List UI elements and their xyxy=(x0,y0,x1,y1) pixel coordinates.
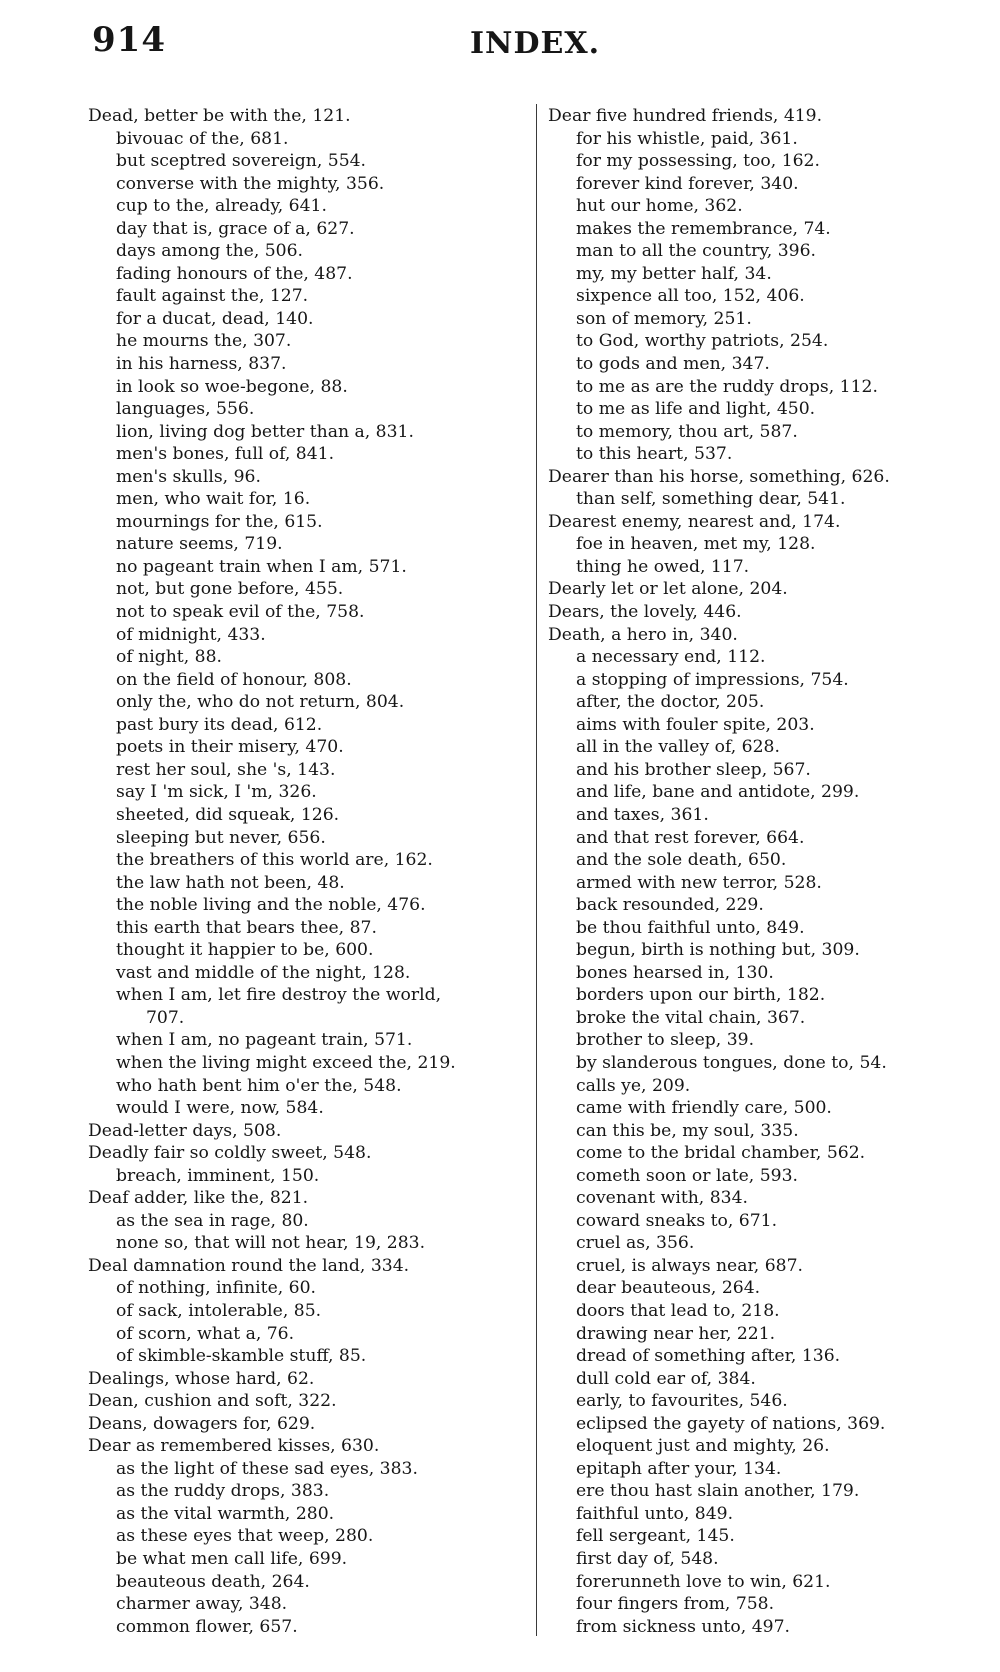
index-subentry: fading honours of the, 487. xyxy=(116,263,353,284)
index-subentry: as the ruddy drops, 383. xyxy=(116,1481,330,1502)
index-subentry: sixpence all too, 152, 406. xyxy=(576,286,805,307)
index-subentry: brother to sleep, 39. xyxy=(576,1030,755,1051)
index-subentry: nature seems, 719. xyxy=(116,534,283,555)
index-subentry: days among the, 506. xyxy=(116,241,304,262)
index-subentry: when the living might exceed the, 219. xyxy=(116,1052,456,1073)
index-entry: Deadly fair so coldly sweet, 548. xyxy=(88,1143,372,1164)
index-subentry: ere thou hast slain another, 179. xyxy=(576,1481,860,1502)
index-subentry: rest her soul, she 's, 143. xyxy=(116,759,336,780)
index-subentry: as the sea in rage, 80. xyxy=(116,1210,309,1231)
index-subentry: who hath bent him o'er the, 548. xyxy=(116,1075,402,1096)
index-subentry: when I am, no pageant train, 571. xyxy=(116,1030,413,1051)
index-subentry: can this be, my soul, 335. xyxy=(576,1120,799,1141)
index-subentry: to this heart, 537. xyxy=(576,444,733,465)
index-subentry: not, but gone before, 455. xyxy=(116,579,344,600)
index-subentry: lion, living dog better than a, 831. xyxy=(116,421,414,442)
index-entry: Dear five hundred friends, 419. xyxy=(548,106,823,126)
index-entry: Deans, dowagers for, 629. xyxy=(88,1413,316,1434)
index-subentry: back resounded, 229. xyxy=(576,895,764,916)
index-subentry: men's skulls, 96. xyxy=(116,466,261,487)
index-subentry: thing he owed, 117. xyxy=(576,556,750,577)
index-entry: Death, a hero in, 340. xyxy=(548,624,738,645)
index-subentry: the breathers of this world are, 162. xyxy=(116,850,433,871)
index-subentry: to me as are the ruddy drops, 112. xyxy=(576,376,878,397)
index-subentry: charmer away, 348. xyxy=(116,1594,288,1615)
column-divider xyxy=(536,104,537,1636)
index-subentry: when I am, let fire destroy the world, xyxy=(116,985,442,1006)
index-subentry: of scorn, what a, 76. xyxy=(116,1323,295,1344)
index-column-right xyxy=(548,105,958,1638)
index-continuation: 707. xyxy=(146,1007,185,1028)
index-subentry: dull cold ear of, 384. xyxy=(576,1368,756,1389)
index-subentry: calls ye, 209. xyxy=(576,1075,691,1096)
index-subentry: this earth that bears thee, 87. xyxy=(116,917,377,938)
index-subentry: on the field of honour, 808. xyxy=(116,669,352,690)
index-subentry: dear beauteous, 264. xyxy=(576,1278,761,1299)
index-entry: Deal damnation round the land, 334. xyxy=(88,1255,410,1276)
index-subentry: men, who wait for, 16. xyxy=(116,489,311,510)
index-subentry: of skimble-skamble stuff, 85. xyxy=(116,1346,367,1367)
index-subentry: my, my better half, 34. xyxy=(576,263,772,284)
index-column-left xyxy=(88,105,528,1638)
index-subentry: mournings for the, 615. xyxy=(116,511,323,532)
index-subentry: past bury its dead, 612. xyxy=(116,714,323,735)
index-subentry: poets in their misery, 470. xyxy=(116,737,344,758)
index-subentry: begun, birth is nothing but, 309. xyxy=(576,940,860,961)
index-subentry: cruel as, 356. xyxy=(576,1233,695,1254)
index-entry: Dearest enemy, nearest and, 174. xyxy=(548,511,841,532)
index-subentry: for my possessing, too, 162. xyxy=(576,151,820,172)
index-subentry: forerunneth love to win, 621. xyxy=(576,1571,831,1592)
index-subentry: a necessary end, 112. xyxy=(576,647,766,668)
index-subentry: of nothing, infinite, 60. xyxy=(116,1278,316,1299)
index-subentry: to gods and men, 347. xyxy=(576,354,770,375)
index-subentry: of midnight, 433. xyxy=(116,624,266,645)
index-subentry: no pageant train when I am, 571. xyxy=(116,556,407,577)
index-entry: Dead-letter days, 508. xyxy=(88,1120,282,1141)
index-subentry: the law hath not been, 48. xyxy=(116,872,345,893)
index-subentry: of sack, intolerable, 85. xyxy=(116,1300,322,1321)
index-subentry: sheeted, did squeak, 126. xyxy=(116,804,340,825)
index-subentry: not to speak evil of the, 758. xyxy=(116,602,365,623)
index-entry: Dealings, whose hard, 62. xyxy=(88,1368,315,1389)
index-subentry: and life, bane and antidote, 299. xyxy=(576,782,860,803)
index-subentry: first day of, 548. xyxy=(576,1549,719,1569)
index-subentry: hut our home, 362. xyxy=(576,196,743,217)
index-subentry: say I 'm sick, I 'm, 326. xyxy=(116,782,317,803)
index-subentry: a stopping of impressions, 754. xyxy=(576,669,849,690)
index-subentry: none so, that will not hear, 19, 283. xyxy=(116,1233,426,1254)
index-subentry: armed with new terror, 528. xyxy=(576,872,822,893)
index-subentry: faithful unto, 849. xyxy=(576,1503,734,1524)
index-subentry: fault against the, 127. xyxy=(116,286,309,307)
index-subentry: come to the bridal chamber, 562. xyxy=(576,1143,866,1164)
index-entry: Deaf adder, like the, 821. xyxy=(88,1188,309,1209)
index-subentry: borders upon our birth, 182. xyxy=(576,985,826,1006)
index-subentry: broke the vital chain, 367. xyxy=(576,1007,806,1028)
index-subentry: bones hearsed in, 130. xyxy=(576,962,774,983)
index-subentry: converse with the mighty, 356. xyxy=(116,173,385,194)
index-subentry: and taxes, 361. xyxy=(576,804,709,825)
index-subentry: forever kind forever, 340. xyxy=(576,173,799,194)
index-subentry: makes the remembrance, 74. xyxy=(576,218,831,239)
index-subentry: men's bones, full of, 841. xyxy=(116,444,335,465)
index-subentry: languages, 556. xyxy=(116,399,255,420)
index-subentry: came with friendly care, 500. xyxy=(576,1098,832,1119)
index-subentry: man to all the country, 396. xyxy=(576,241,816,262)
index-subentry: all in the valley of, 628. xyxy=(576,737,780,758)
index-subentry: covenant with, 834. xyxy=(576,1188,748,1209)
index-subentry: to God, worthy patriots, 254. xyxy=(576,331,829,352)
index-subentry: by slanderous tongues, done to, 54. xyxy=(576,1052,887,1073)
index-subentry: son of memory, 251. xyxy=(576,308,752,329)
index-subentry: he mourns the, 307. xyxy=(116,331,292,352)
index-subentry: but sceptred sovereign, 554. xyxy=(116,151,367,172)
index-subentry: common flower, 657. xyxy=(116,1616,298,1637)
index-subentry: be thou faithful unto, 849. xyxy=(576,917,805,938)
index-subentry: than self, something dear, 541. xyxy=(576,489,846,510)
index-subentry: early, to favourites, 546. xyxy=(576,1391,788,1412)
index-subentry: and the sole death, 650. xyxy=(576,850,787,871)
index-subentry: for his whistle, paid, 361. xyxy=(576,128,798,149)
index-subentry: for a ducat, dead, 140. xyxy=(116,308,314,329)
index-subentry: after, the doctor, 205. xyxy=(576,692,765,713)
index-subentry: beauteous death, 264. xyxy=(116,1571,310,1592)
index-entry: Dearer than his horse, something, 626. xyxy=(548,466,890,487)
index-subentry: four fingers from, 758. xyxy=(576,1594,775,1615)
index-subentry: of night, 88. xyxy=(116,647,222,668)
index-subentry: eclipsed the gayety of nations, 369. xyxy=(576,1413,886,1434)
index-subentry: only the, who do not return, 804. xyxy=(116,692,405,713)
index-subentry: cruel, is always near, 687. xyxy=(576,1255,803,1276)
index-subentry: cometh soon or late, 593. xyxy=(576,1165,798,1186)
index-subentry: aims with fouler spite, 203. xyxy=(576,714,815,735)
index-subentry: doors that lead to, 218. xyxy=(576,1300,780,1321)
index-subentry: drawing near her, 221. xyxy=(576,1323,776,1344)
index-subentry: as the light of these sad eyes, 383. xyxy=(116,1458,418,1479)
page-title: INDEX. xyxy=(470,26,601,61)
index-subentry: and that rest forever, 664. xyxy=(576,827,805,848)
index-subentry: be what men call life, 699. xyxy=(116,1549,348,1569)
index-subentry: vast and middle of the night, 128. xyxy=(116,962,411,983)
page-number: 914 xyxy=(92,20,166,60)
index-subentry: and his brother sleep, 567. xyxy=(576,759,811,780)
index-subentry: foe in heaven, met my, 128. xyxy=(576,534,816,555)
index-subentry: sleeping but never, 656. xyxy=(116,827,326,848)
index-entry: Dean, cushion and soft, 322. xyxy=(88,1391,337,1412)
index-subentry: cup to the, already, 641. xyxy=(116,196,327,217)
index-subentry: breach, imminent, 150. xyxy=(116,1165,320,1186)
index-subentry: fell sergeant, 145. xyxy=(576,1526,735,1547)
index-subentry: thought it happier to be, 600. xyxy=(116,940,374,961)
index-subentry: to me as life and light, 450. xyxy=(576,399,816,420)
index-subentry: eloquent just and mighty, 26. xyxy=(576,1436,830,1457)
index-subentry: dread of something after, 136. xyxy=(576,1346,841,1367)
index-entry: Dear as remembered kisses, 630. xyxy=(88,1436,380,1457)
index-subentry: as these eyes that weep, 280. xyxy=(116,1526,374,1547)
index-subentry: to memory, thou art, 587. xyxy=(576,421,798,442)
index-entry: Dead, better be with the, 121. xyxy=(88,106,351,126)
index-subentry: bivouac of the, 681. xyxy=(116,128,289,149)
index-entry: Dearly let or let alone, 204. xyxy=(548,579,788,600)
index-subentry: day that is, grace of a, 627. xyxy=(116,218,355,239)
index-subentry: in look so woe-begone, 88. xyxy=(116,376,348,397)
index-subentry: the noble living and the noble, 476. xyxy=(116,895,426,916)
index-subentry: epitaph after your, 134. xyxy=(576,1458,782,1479)
index-subentry: in his harness, 837. xyxy=(116,354,287,375)
index-subentry: from sickness unto, 497. xyxy=(576,1616,790,1637)
index-subentry: coward sneaks to, 671. xyxy=(576,1210,778,1231)
index-entry: Dears, the lovely, 446. xyxy=(548,602,742,623)
index-subentry: as the vital warmth, 280. xyxy=(116,1503,335,1524)
index-subentry: would I were, now, 584. xyxy=(116,1098,324,1119)
